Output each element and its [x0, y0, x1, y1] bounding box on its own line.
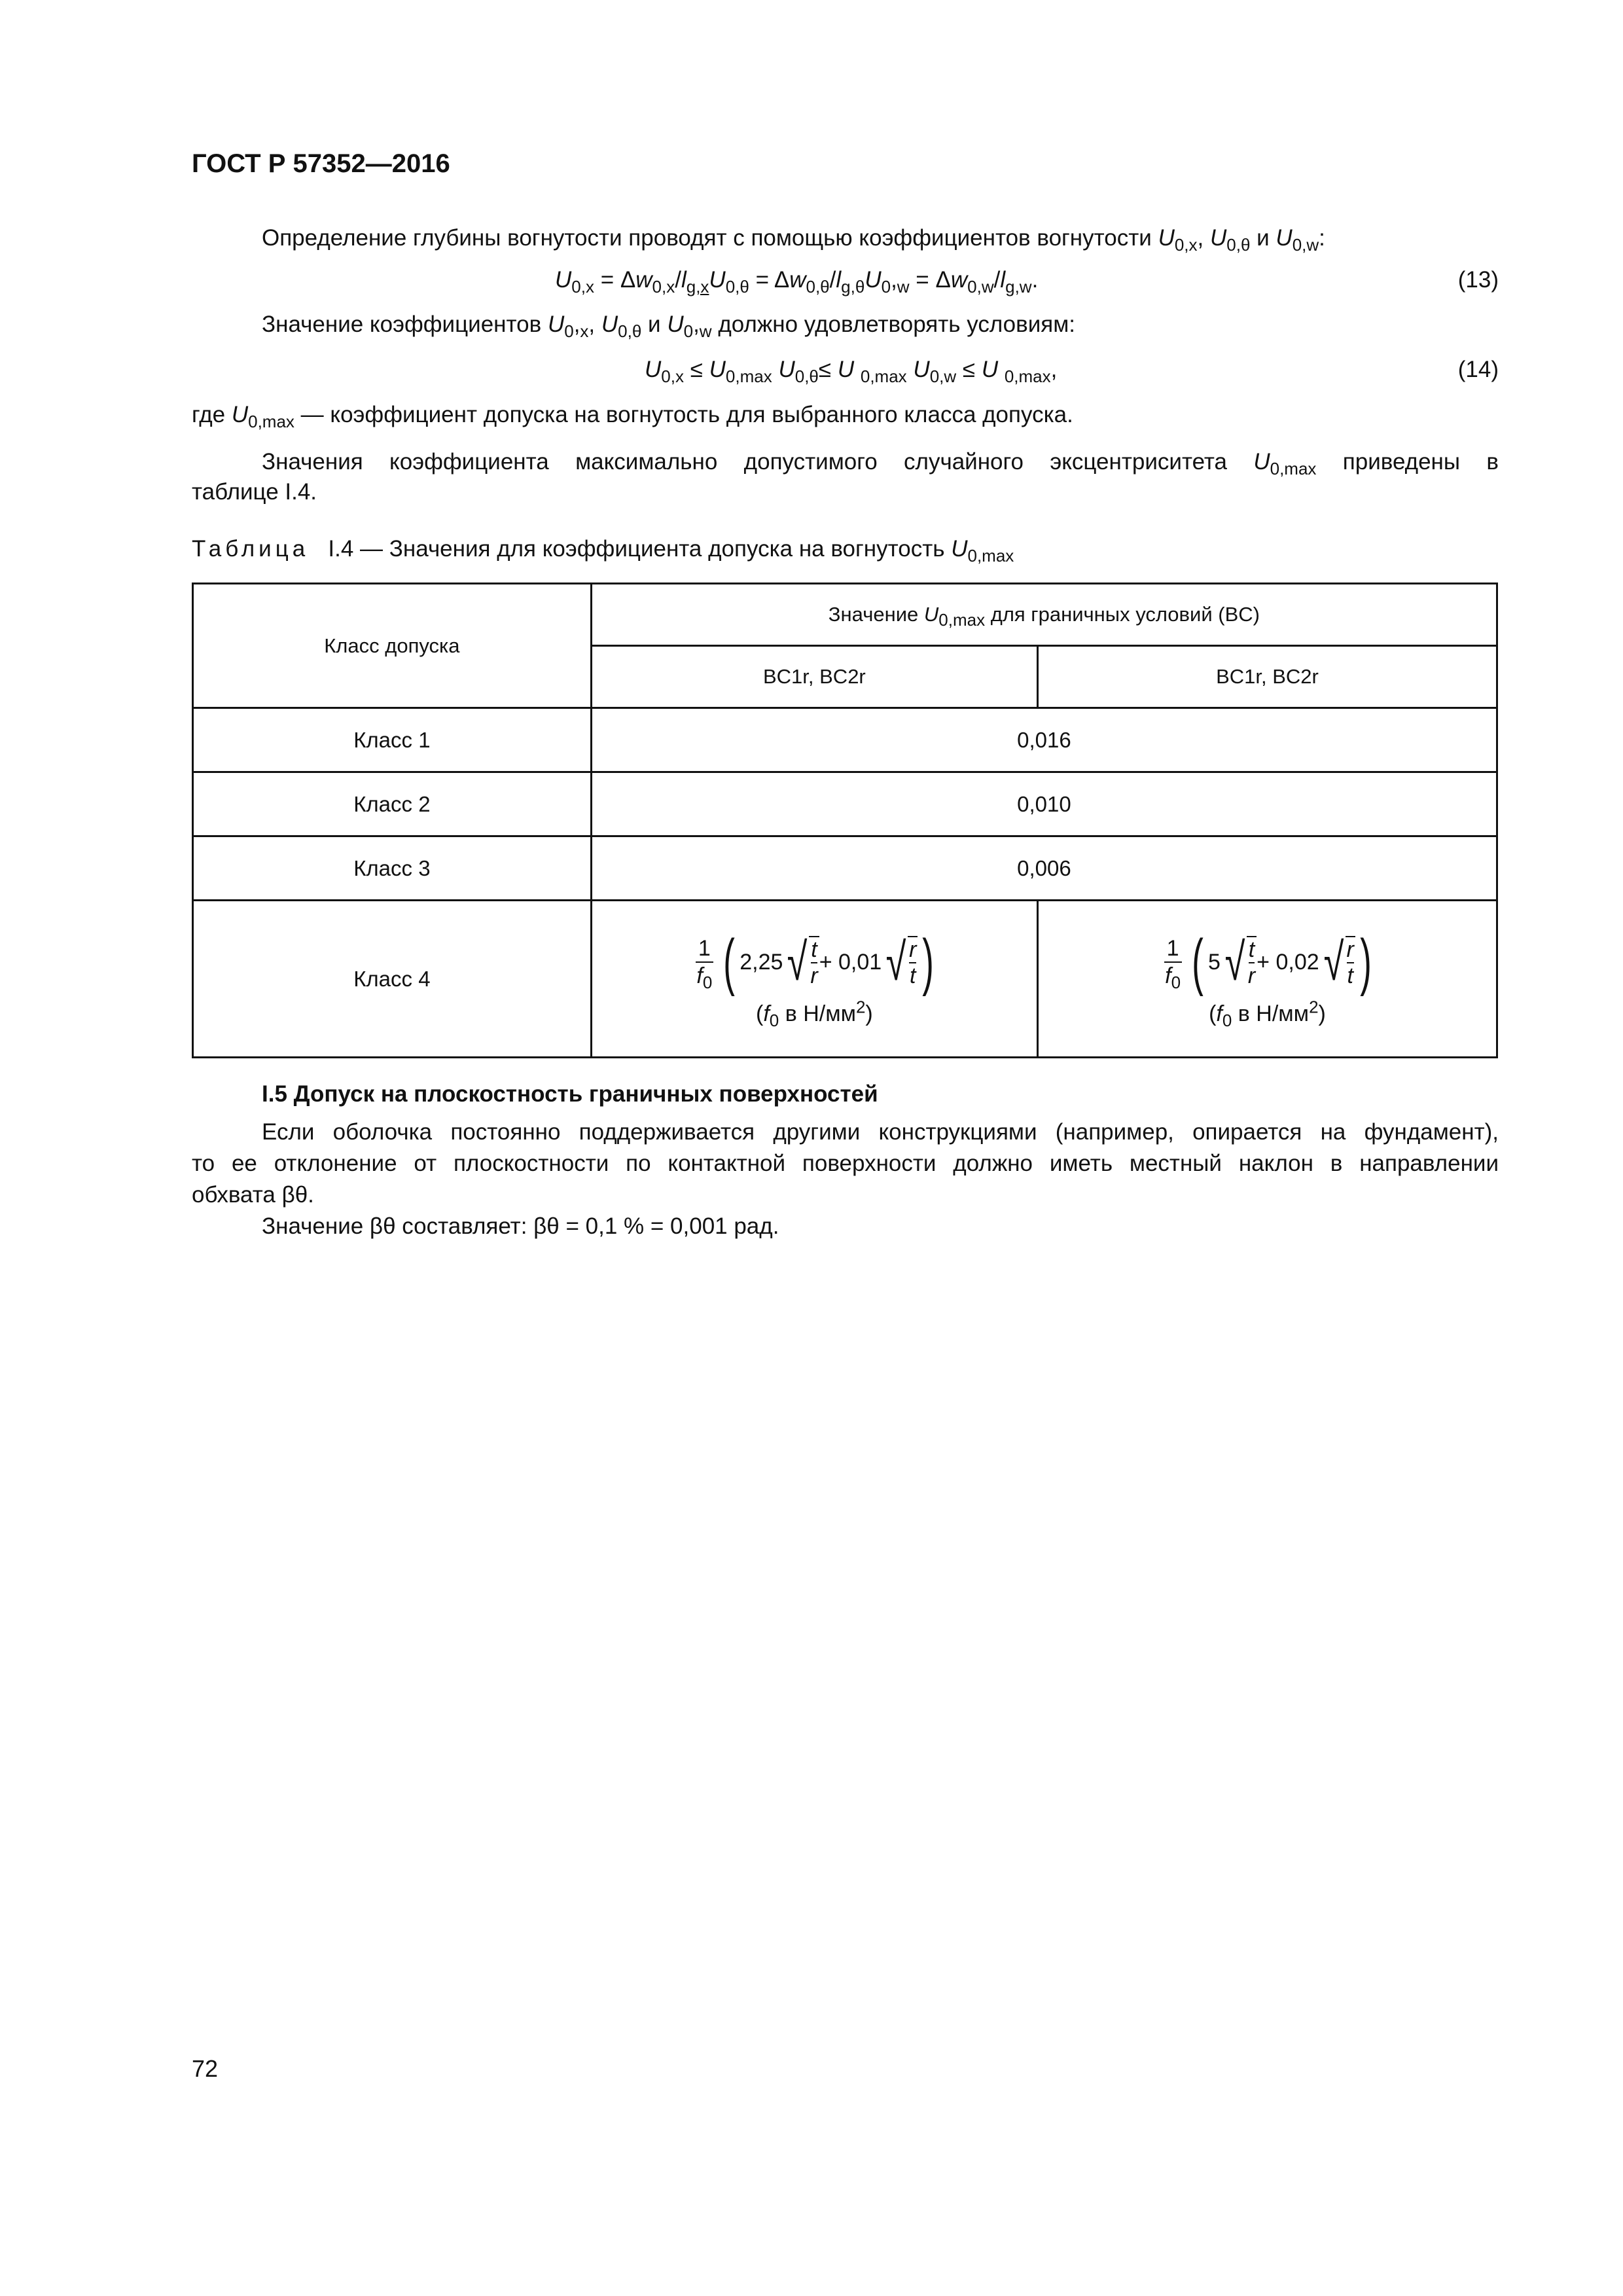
- subheader-col-1: BC1r, BC2r: [591, 646, 1037, 708]
- formula-col-1: $\frac{1}{f_0}$ ( 2,25 √ t r + 0,01 √ r t ) ($f_0$ в $Н/мм^2$): [591, 901, 1037, 1058]
- values-line-2: таблице I.4.: [192, 479, 317, 505]
- intro-line-1: Определение глубины вогнутости проводят с помощью коэффициентов вогнутости $U_{0,x}$, $U_{0,\theta}$ и $U_{0,w}$:: [262, 225, 1325, 255]
- section-title: I.5 Допуск на плоскостность граничных поверхностей: [262, 1081, 878, 1107]
- equation-13-number: (13): [1457, 267, 1499, 293]
- page-number: 72: [192, 2055, 219, 2082]
- header-class: Класс допуска: [193, 584, 592, 708]
- equation-14: $U_{0,x} \le U_{0,max}$ $U_{0,\theta}\le U$ $_{0,max}$ $U_{0,w} \le U$ $_{0,max}$,: [645, 357, 1058, 386]
- equation-14-number: (14): [1457, 357, 1499, 382]
- values-line-1: Значения коэффициента максимально допустимого случайного эксцентриситета $U_{0,max}$ приведены в: [262, 449, 1499, 478]
- section-p2: Значение βθ составляет: βθ = 0,1 % = 0,001 рад.: [262, 1213, 779, 1239]
- table-row: [193, 772, 1497, 836]
- section-p1-line3: обхвата βθ.: [192, 1182, 314, 1208]
- document-header: ГОСТ Р 57352—2016: [192, 149, 450, 178]
- row-label: Класс 2: [193, 772, 592, 836]
- where-line: где $U_{0,max}$ — коэффициент допуска на вогнутость для выбранного класса допуска.: [192, 402, 1073, 431]
- table-caption: Таблица I.4 — Значения для коэффициента допуска на вогнутость $U_{0,max}$: [192, 536, 1014, 565]
- table-row: [193, 708, 1497, 772]
- equation-13: $U_{0,x} = \Delta w_{0,x}/l_{g,x}U_{0,\theta} = \Delta w_{0,\theta}/l_{g,\theta}U_0,_w = \Delta w_{0,w}/l_{g,w}$.: [555, 267, 1039, 296]
- row-label: Класс 3: [193, 836, 592, 901]
- section-p1-line2: то ее отклонение от плоскостности по контактной поверхности должно иметь местный наклон в направлении: [192, 1151, 1499, 1176]
- row-label: Класс 1: [193, 708, 592, 772]
- tolerance-table: [192, 583, 1498, 1058]
- section-p1-line1: Если оболочка постоянно поддерживается другими конструкциями (например, опирается на фундамент),: [262, 1119, 1499, 1145]
- subheader-col-2: BC1r, BC2r: [1037, 646, 1497, 708]
- table-row: [193, 836, 1497, 901]
- row-value: 0,010: [591, 772, 1497, 836]
- row-value: 0,006: [591, 836, 1497, 901]
- intro-line-2: Значение коэффициентов $U_0,_x$, $U_{0,\theta}$ и $U_0,_w$ должно удовлетворять условиям:: [262, 312, 1076, 341]
- formula-col-2: $\frac{1}{f_0}$ ( 5 √ t r + 0,02 √ r t ) ($f_0$ в $Н/мм^2$): [1037, 901, 1497, 1058]
- row-value: 0,016: [591, 708, 1497, 772]
- table-row: [193, 901, 1497, 1058]
- header-value: Значение $U_{0,max}$ для граничных условий (BC): [591, 584, 1497, 646]
- row-label: Класс 4: [193, 901, 592, 1058]
